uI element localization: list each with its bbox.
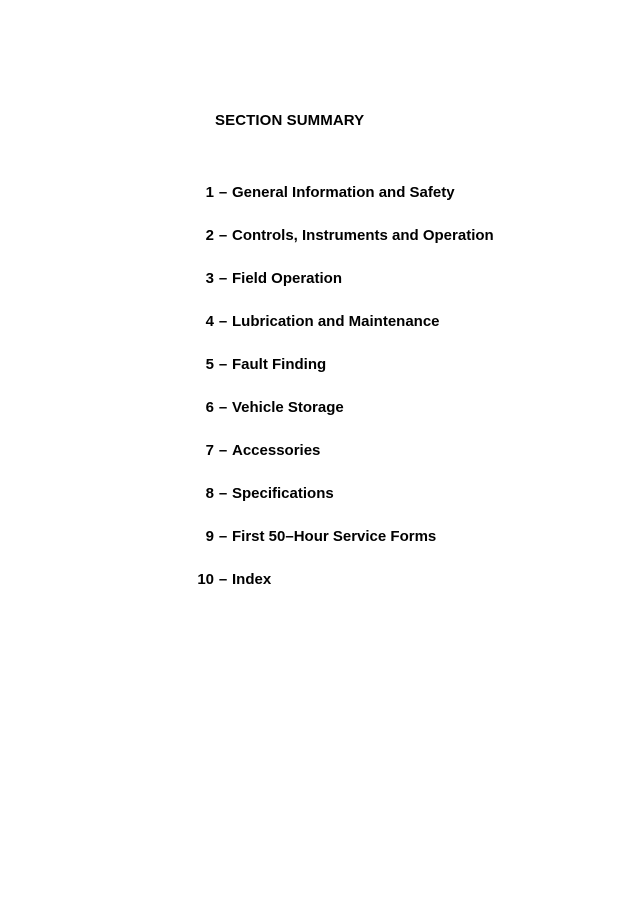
section-title: Fault Finding: [232, 356, 327, 373]
section-separator: –: [218, 270, 228, 287]
section-number: 2: [205, 227, 214, 244]
section-item-3: [182, 270, 494, 313]
section-number: 6: [205, 399, 214, 416]
section-title: Vehicle Storage: [232, 399, 344, 416]
section-separator: –: [218, 442, 228, 459]
section-item-9: [182, 528, 494, 571]
section-title: Specifications: [232, 485, 334, 502]
section-title: Accessories: [232, 442, 321, 459]
section-number: 9: [205, 528, 214, 545]
section-item-10: [182, 571, 494, 614]
section-item-6: [182, 399, 494, 442]
section-title: Field Operation: [232, 270, 343, 287]
section-separator: –: [218, 227, 228, 244]
section-number: 5: [205, 356, 214, 373]
section-title: Controls, Instruments and Operation: [232, 227, 494, 244]
section-separator: –: [218, 485, 228, 502]
section-item-5: [182, 356, 494, 399]
section-separator: –: [218, 399, 228, 416]
section-separator: –: [218, 184, 228, 201]
section-number: 10: [197, 571, 214, 588]
section-item-8: [182, 485, 494, 528]
section-title: First 50–Hour Service Forms: [232, 528, 437, 545]
section-number: 8: [205, 485, 214, 502]
section-number: 7: [205, 442, 214, 459]
section-number: 1: [205, 184, 214, 201]
section-item-4: [182, 313, 494, 356]
section-title: Lubrication and Maintenance: [232, 313, 440, 330]
section-item-7: [182, 442, 494, 485]
section-separator: –: [218, 356, 228, 373]
section-separator: –: [218, 528, 228, 545]
section-number: 3: [205, 270, 214, 287]
section-title: General Information and Safety: [232, 184, 455, 201]
section-item-1: [182, 184, 494, 227]
section-summary-heading: SECTION SUMMARY: [215, 112, 365, 129]
section-list: [182, 184, 494, 614]
section-title: Index: [232, 571, 272, 588]
section-separator: –: [218, 313, 228, 330]
section-separator: –: [218, 571, 228, 588]
section-item-2: [182, 227, 494, 270]
section-number: 4: [205, 313, 214, 330]
